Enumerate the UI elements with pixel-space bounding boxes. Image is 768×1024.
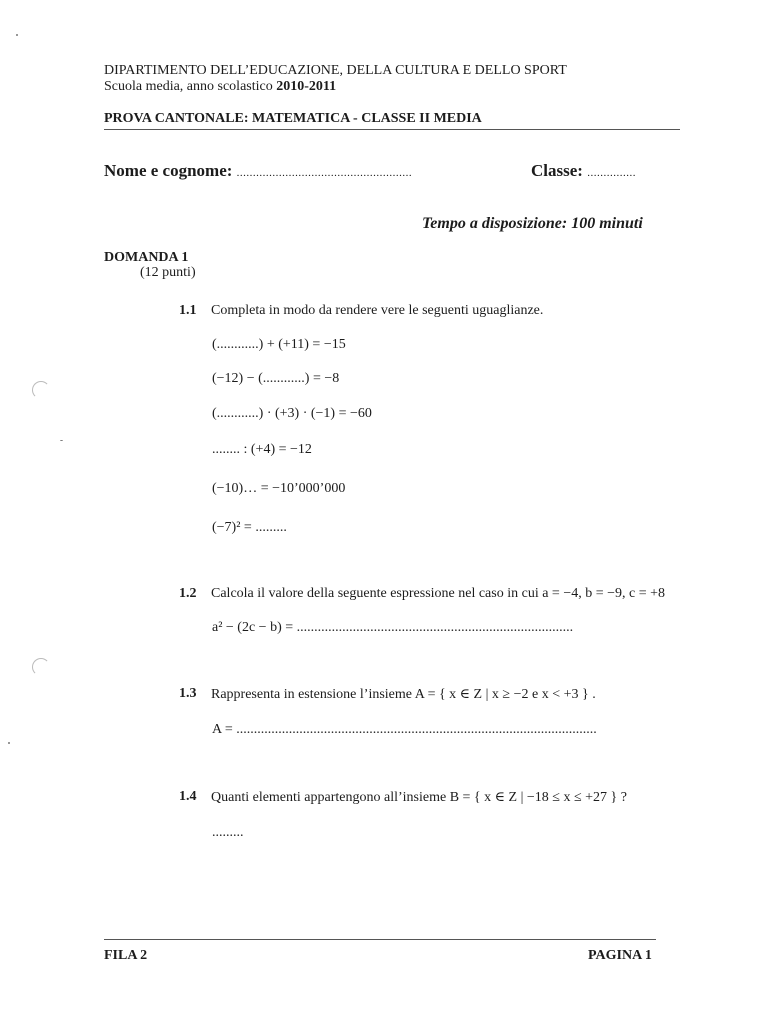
time-limit: Tempo a disposizione: 100 minuti [422,215,643,232]
class-blank[interactable]: ............... [587,167,636,179]
equation[interactable]: (............) + (+11) = −15 [212,337,346,352]
answer-line[interactable]: a² − (2c − b) = ............................................................................... [212,620,574,635]
item-text: Calcola il valore della seguente espressione nel caso in cui a = −4, b = −9, c = +8 [211,586,666,601]
footer-file: FILA 2 [104,948,148,963]
school-year-line [104,79,336,95]
question-title: DOMANDA 1 [104,250,189,265]
exam-title: PROVA CANTONALE: MATEMATICA - CLASSE II MEDIA [104,111,482,126]
page-number: PAGINA 1 [588,948,652,963]
header-rule [104,129,680,130]
footer-rule [104,939,656,940]
item-text: Rappresenta in estensione l’insieme A = { x ∈ Z | x ≥ −2 e x < +3 } . [211,687,596,702]
item-number: 1.3 [179,686,197,701]
scan-speck [60,440,63,441]
class-field[interactable] [531,161,636,181]
school-year: 2010-2011 [276,79,337,94]
name-field[interactable] [104,161,412,181]
scan-speck [8,742,10,744]
answer-line[interactable]: ......... [212,825,244,840]
name-blank[interactable]: ...................................................... [236,167,413,179]
equation[interactable]: (−12) − (............) = −8 [212,371,340,386]
item-text: Completa in modo da rendere vere le seguenti uguaglianze. [211,303,544,318]
item-number: 1.1 [179,303,197,318]
item-number: 1.2 [179,586,197,601]
school-year-prefix: Scuola media, anno scolastico [104,79,277,94]
equation[interactable]: (−10)… = −10’000’000 [212,481,346,496]
item-number: 1.4 [179,789,197,804]
punch-hole-mark [32,658,50,676]
department-name: DIPARTIMENTO DELL’EDUCAZIONE, DELLA CULTURA E DELLO SPORT [104,63,567,78]
scan-speck [16,34,18,36]
equation[interactable]: (−7)² = ......... [212,520,287,535]
equation[interactable]: ........ : (+4) = −12 [212,442,312,457]
equation[interactable]: (............) · (+3) · (−1) = −60 [212,406,372,421]
item-text: Quanti elementi appartengono all’insieme B = { x ∈ Z | −18 ≤ x ≤ +27 } ? [211,790,627,805]
name-label: Nome e cognome: [104,161,233,180]
class-label: Classe: [531,161,583,180]
punch-hole-mark [32,381,50,399]
question-points: (12 punti) [140,265,196,280]
answer-line[interactable]: A = ....................................................................................................... [212,722,597,737]
